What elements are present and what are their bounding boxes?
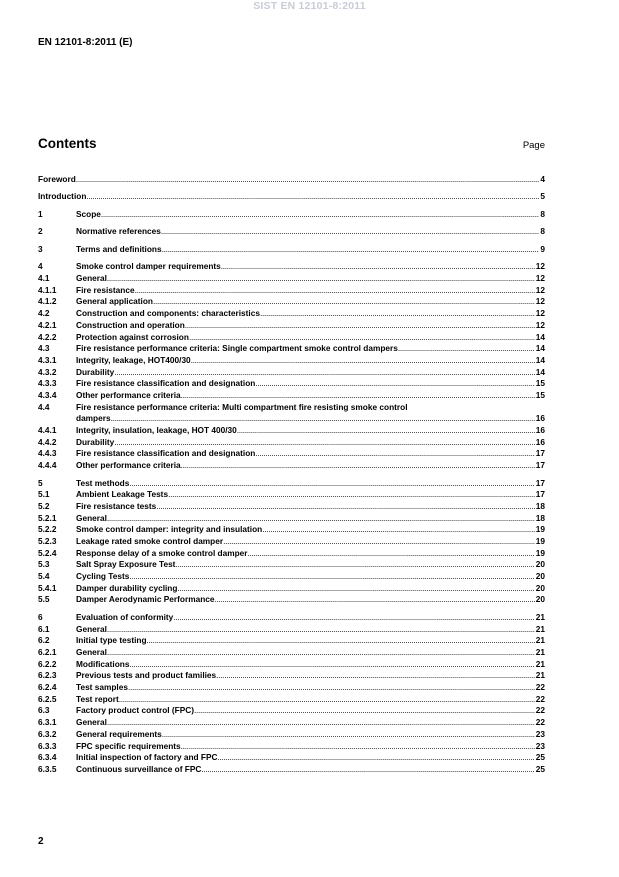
- toc-entry-title: Durability: [76, 436, 115, 447]
- table-of-contents: [38, 174, 545, 776]
- toc-entry[interactable]: [38, 191, 545, 203]
- toc-entry-number: 5.1: [38, 489, 50, 500]
- toc-entry-number: 6.3.2: [38, 728, 57, 739]
- toc-leader-dots: [111, 413, 535, 425]
- toc-entry-page: 21: [535, 670, 545, 681]
- toc-entry-page: 17: [535, 489, 545, 500]
- toc-entry[interactable]: [38, 489, 545, 501]
- toc-leader-dots: [153, 296, 535, 308]
- toc-entry-page: 12: [535, 308, 545, 319]
- toc-leader-dots: [260, 308, 535, 320]
- toc-entry-number: 5.4.1: [38, 582, 57, 593]
- toc-entry-number: 4.4.3: [38, 448, 57, 459]
- toc-entry-page: 15: [535, 378, 545, 389]
- toc-entry[interactable]: [38, 308, 545, 320]
- toc-entry-title: Fire resistance classification and designation: [76, 378, 256, 389]
- toc-entry-title: Smoke control damper: integrity and insulation: [76, 524, 263, 535]
- toc-entry-number: 6.3.5: [38, 763, 57, 774]
- toc-entry[interactable]: [38, 764, 545, 776]
- toc-entry-title-line1: Fire resistance performance criteria: Multi compartment fire resisting smoke control: [76, 401, 408, 412]
- toc-entry-page: 16: [535, 425, 545, 436]
- toc-entry-title: FPC specific requirements: [76, 740, 181, 751]
- toc-entry-number: 4.1.2: [38, 296, 57, 307]
- toc-entry[interactable]: [38, 548, 545, 560]
- toc-entry-title: Ambient Leakage Tests: [76, 489, 169, 500]
- toc-entry-number: 4.3.2: [38, 366, 57, 377]
- toc-entry[interactable]: [38, 670, 545, 682]
- toc-entry-number: 6.2.4: [38, 682, 57, 693]
- toc-entry-number: 4.4.2: [38, 436, 57, 447]
- toc-entry[interactable]: [38, 717, 545, 729]
- toc-entry-page: 4: [540, 174, 545, 184]
- toc-entry-page: 19: [535, 536, 545, 547]
- toc-entry-title: Response delay of a smoke control damper: [76, 547, 248, 558]
- toc-leader-dots: [114, 437, 535, 449]
- toc-leader-dots: [398, 343, 535, 355]
- toc-leader-dots: [216, 670, 535, 682]
- toc-leader-dots: [107, 717, 535, 729]
- toc-entry[interactable]: [38, 343, 545, 355]
- toc-entry[interactable]: [38, 367, 545, 379]
- toc-entry[interactable]: [38, 752, 545, 764]
- toc-entry-number: 6.3.1: [38, 717, 57, 728]
- toc-entry-title: Test report: [76, 693, 119, 704]
- toc-entry-number: 4.2: [38, 308, 50, 319]
- toc-leader-dots: [177, 583, 534, 595]
- toc-entry-page: 17: [535, 448, 545, 459]
- toc-leader-dots: [107, 513, 535, 525]
- toc-entry[interactable]: [38, 729, 545, 741]
- document-id: EN 12101-8:2011 (E): [38, 37, 133, 48]
- toc-entry[interactable]: [38, 501, 545, 513]
- watermark: SIST EN 12101-8:2011: [253, 0, 366, 12]
- toc-entry-page: 23: [535, 740, 545, 751]
- toc-entry[interactable]: [38, 635, 545, 647]
- toc-entry-title: Test methods: [76, 477, 130, 488]
- toc-leader-dots: [119, 694, 535, 706]
- toc-entry-title: Construction and components: characteristics: [76, 308, 260, 319]
- toc-entry-title: Construction and operation: [76, 319, 185, 330]
- toc-entry-number: 4: [38, 261, 43, 272]
- toc-entry[interactable]: [38, 273, 545, 285]
- toc-entry-page: 21: [535, 611, 545, 622]
- toc-entry[interactable]: [38, 524, 545, 536]
- toc-entry-number: 4.3.3: [38, 378, 57, 389]
- toc-entry-page: 20: [535, 582, 545, 593]
- toc-entry-number: 3: [38, 243, 43, 254]
- toc-entry-page: 19: [535, 524, 545, 535]
- toc-entry[interactable]: [38, 285, 545, 297]
- toc-entry-page: 14: [535, 366, 545, 377]
- toc-entry-title: Test samples: [76, 682, 128, 693]
- toc-entry-title: General: [76, 717, 107, 728]
- toc-entry-title: Fire resistance performance criteria: Single compartment smoke control dampers: [76, 343, 398, 354]
- toc-leader-dots: [168, 489, 535, 501]
- page-column-label: Page: [522, 140, 545, 151]
- toc-entry-number: 6.3.4: [38, 752, 57, 763]
- toc-entry-number: 4.3: [38, 343, 50, 354]
- toc-entry-title: General: [76, 623, 107, 634]
- toc-entry-number: 4.1: [38, 273, 50, 284]
- toc-entry-page: 20: [535, 594, 545, 605]
- toc-entry[interactable]: [38, 682, 545, 694]
- toc-entry[interactable]: [38, 612, 545, 624]
- toc-entry-page: 12: [535, 261, 545, 272]
- toc-leader-dots: [162, 729, 535, 741]
- toc-entry[interactable]: [38, 437, 545, 449]
- toc-entry-number: 5.2: [38, 500, 50, 511]
- toc-entry-title: Fire resistance tests: [76, 500, 157, 511]
- toc-entry[interactable]: [38, 244, 545, 256]
- toc-entry-number: 6.3.3: [38, 740, 57, 751]
- toc-leader-dots: [162, 244, 540, 256]
- toc-entry[interactable]: [38, 659, 545, 671]
- toc-entry-title: Initial type testing: [76, 635, 147, 646]
- toc-entry-number: 6.2.2: [38, 658, 57, 669]
- toc-entry[interactable]: [38, 513, 545, 525]
- toc-leader-dots: [173, 612, 535, 624]
- toc-entry[interactable]: [38, 478, 545, 490]
- toc-entry-number: 4.4.1: [38, 425, 57, 436]
- toc-entry-page: 22: [535, 682, 545, 693]
- toc-leader-dots: [255, 378, 534, 390]
- toc-entry-page: 21: [535, 658, 545, 669]
- toc-leader-dots: [255, 448, 534, 460]
- toc-entry[interactable]: [38, 694, 545, 706]
- toc-entry[interactable]: [38, 355, 545, 367]
- toc-entry-number: 5.2.3: [38, 536, 57, 547]
- toc-entry-number: 5.4: [38, 571, 50, 582]
- toc-entry-page: 12: [535, 284, 545, 295]
- toc-entry-page: 20: [535, 571, 545, 582]
- toc-entry-title: Other performance criteria: [76, 389, 181, 400]
- toc-leader-dots: [114, 367, 535, 379]
- toc-leader-dots: [129, 659, 534, 671]
- page-number: 2: [38, 836, 44, 847]
- toc-entry-title: Damper durability cycling: [76, 582, 178, 593]
- toc-leader-dots: [262, 524, 535, 536]
- toc-entry[interactable]: [38, 741, 545, 753]
- toc-entry-page: 14: [535, 343, 545, 354]
- toc-entry-title: Modifications: [76, 658, 130, 669]
- toc-entry-page: 25: [535, 763, 545, 774]
- toc-entry-title: Cycling Tests: [76, 571, 130, 582]
- toc-entry[interactable]: [38, 647, 545, 659]
- toc-entry-page: 9: [540, 243, 545, 254]
- toc-entry-page: 8: [540, 226, 545, 237]
- toc-entry-number: 1: [38, 208, 43, 219]
- toc-entry-number: 4.3.1: [38, 354, 57, 365]
- toc-leader-dots: [128, 682, 535, 694]
- toc-entry[interactable]: [38, 296, 545, 308]
- toc-leader-dots: [86, 191, 539, 203]
- toc-leader-dots: [191, 355, 535, 367]
- toc-entry[interactable]: [38, 320, 545, 332]
- toc-entry-page: 22: [535, 717, 545, 728]
- toc-leader-dots: [237, 425, 535, 437]
- toc-leader-dots: [161, 226, 540, 238]
- toc-entry-title: Fire resistance classification and designation: [76, 448, 256, 459]
- toc-entry-number: 4.2.1: [38, 319, 57, 330]
- toc-entry[interactable]: [38, 624, 545, 636]
- toc-entry-page: 12: [535, 296, 545, 307]
- toc-entry-number: 4.3.4: [38, 389, 57, 400]
- toc-leader-dots: [223, 536, 535, 548]
- toc-entry[interactable]: [38, 226, 545, 238]
- toc-entry-title: Terms and definitions: [76, 243, 162, 254]
- toc-leader-dots: [215, 594, 535, 606]
- toc-entry-title: General: [76, 647, 107, 658]
- toc-entry-title: General application: [76, 296, 153, 307]
- toc-entry-number: 6.2.1: [38, 647, 57, 658]
- toc-entry-page: 14: [535, 331, 545, 342]
- toc-entry[interactable]: [38, 536, 545, 548]
- toc-leader-dots: [181, 390, 535, 402]
- toc-entry[interactable]: [38, 448, 545, 460]
- toc-entry-number: 5: [38, 477, 43, 488]
- toc-leader-dots: [181, 741, 535, 753]
- toc-entry-number: 6: [38, 611, 43, 622]
- toc-entry-page: 21: [535, 623, 545, 634]
- toc-entry-title: Integrity, leakage, HOT400/30: [76, 354, 191, 365]
- toc-entry-number: 5.3: [38, 559, 50, 570]
- toc-leader-dots: [107, 647, 535, 659]
- toc-entry-title: Integrity, insulation, leakage, HOT 400/30: [76, 425, 237, 436]
- toc-leader-dots: [129, 478, 534, 490]
- toc-entry-page: 22: [535, 705, 545, 716]
- toc-entry-number: 5.5: [38, 594, 50, 605]
- toc-entry[interactable]: [38, 209, 545, 221]
- toc-leader-dots: [201, 764, 534, 776]
- toc-entry-page: 16: [535, 436, 545, 447]
- toc-entry-number: 4.1.1: [38, 284, 57, 295]
- toc-entry-title: Factory product control (FPC): [76, 705, 194, 716]
- toc-leader-dots: [175, 559, 534, 571]
- toc-entry-number: 6.3: [38, 705, 50, 716]
- toc-entry[interactable]: [38, 559, 545, 571]
- toc-entry-number: 6.2.3: [38, 670, 57, 681]
- toc-entry-title: Initial inspection of factory and FPC: [76, 752, 218, 763]
- toc-entry-title: Smoke control damper requirements: [76, 261, 221, 272]
- toc-entry-page: 18: [535, 512, 545, 523]
- toc-entry-page: 20: [535, 559, 545, 570]
- toc-entry-page: 21: [535, 647, 545, 658]
- toc-entry-page: 14: [535, 354, 545, 365]
- toc-entry[interactable]: [38, 378, 545, 390]
- toc-entry-title: Fire resistance: [76, 284, 135, 295]
- toc-entry-page: 22: [535, 693, 545, 704]
- toc-entry-number: 4.4.4: [38, 460, 57, 471]
- toc-leader-dots: [107, 624, 535, 636]
- toc-entry-page: 21: [535, 635, 545, 646]
- toc-entry-number: 4.2.2: [38, 331, 57, 342]
- toc-entry-number: 6.2: [38, 635, 50, 646]
- toc-leader-dots: [101, 209, 539, 221]
- toc-entry[interactable]: [38, 594, 545, 606]
- toc-entry[interactable]: [38, 332, 545, 344]
- toc-entry[interactable]: [38, 402, 545, 425]
- toc-entry-title: dampers: [76, 413, 111, 424]
- toc-entry-title: Normative references: [76, 226, 161, 237]
- toc-entry-page: 15: [535, 389, 545, 400]
- toc-entry-number: 5.2.4: [38, 547, 57, 558]
- toc-leader-dots: [76, 174, 540, 186]
- toc-entry-title: Scope: [76, 208, 101, 219]
- toc-entry-title: Previous tests and product families: [76, 670, 217, 681]
- toc-entry[interactable]: [38, 174, 545, 186]
- toc-entry-page: 17: [535, 460, 545, 471]
- toc-entry-page: 5: [540, 191, 545, 202]
- toc-entry-title: Foreword: [38, 174, 76, 184]
- toc-entry[interactable]: [38, 583, 545, 595]
- toc-entry[interactable]: [38, 571, 545, 583]
- toc-leader-dots: [218, 752, 535, 764]
- toc-entry-title: Durability: [76, 366, 115, 377]
- toc-leader-dots: [194, 705, 535, 717]
- toc-entry-page: 18: [535, 500, 545, 511]
- toc-entry-page: 19: [535, 547, 545, 558]
- toc-leader-dots: [181, 460, 535, 472]
- toc-leader-dots: [189, 332, 535, 344]
- toc-entry-number: 4.4: [38, 401, 50, 412]
- toc-leader-dots: [147, 635, 535, 647]
- toc-entry[interactable]: [38, 261, 545, 273]
- toc-entry-number: 6.2.5: [38, 693, 57, 704]
- toc-entry-page: 12: [535, 319, 545, 330]
- toc-entry[interactable]: [38, 705, 545, 717]
- toc-leader-dots: [156, 501, 535, 513]
- toc-entry-title: Other performance criteria: [76, 460, 181, 471]
- toc-entry-title: Introduction: [38, 191, 87, 202]
- toc-entry-page: 25: [535, 752, 545, 763]
- toc-leader-dots: [129, 571, 534, 583]
- toc-entry-title: Evaluation of conformity: [76, 611, 174, 622]
- toc-entry-page: 12: [535, 273, 545, 284]
- toc-entry-title: General: [76, 512, 107, 523]
- toc-entry[interactable]: [38, 425, 545, 437]
- toc-entry-number: 5.2.2: [38, 524, 57, 535]
- contents-heading: Contents: [38, 136, 97, 151]
- toc-leader-dots: [185, 320, 535, 332]
- toc-entry-title: Salt Spray Exposure Test: [76, 559, 176, 570]
- toc-leader-dots: [248, 548, 535, 560]
- toc-entry-title: Continuous surveillance of FPC: [76, 763, 202, 774]
- toc-entry-title: General requirements: [76, 728, 162, 739]
- toc-entry-number: 2: [38, 226, 43, 237]
- toc-entry-number: 5.2.1: [38, 512, 57, 523]
- toc-entry-title: Damper Aerodynamic Performance: [76, 594, 215, 605]
- toc-entry-page: 16: [535, 413, 545, 424]
- toc-entry-title: Protection against corrosion: [76, 331, 189, 342]
- toc-leader-dots: [135, 285, 535, 297]
- toc-entry[interactable]: [38, 460, 545, 472]
- toc-entry-title: General: [76, 273, 107, 284]
- toc-entry-page: 8: [540, 208, 545, 219]
- toc-leader-dots: [221, 261, 535, 273]
- toc-entry[interactable]: [38, 390, 545, 402]
- toc-leader-dots: [107, 273, 535, 285]
- toc-entry-page: 23: [535, 728, 545, 739]
- toc-entry-number: 6.1: [38, 623, 50, 634]
- toc-entry-title: Leakage rated smoke control damper: [76, 536, 224, 547]
- toc-entry-page: 17: [535, 477, 545, 488]
